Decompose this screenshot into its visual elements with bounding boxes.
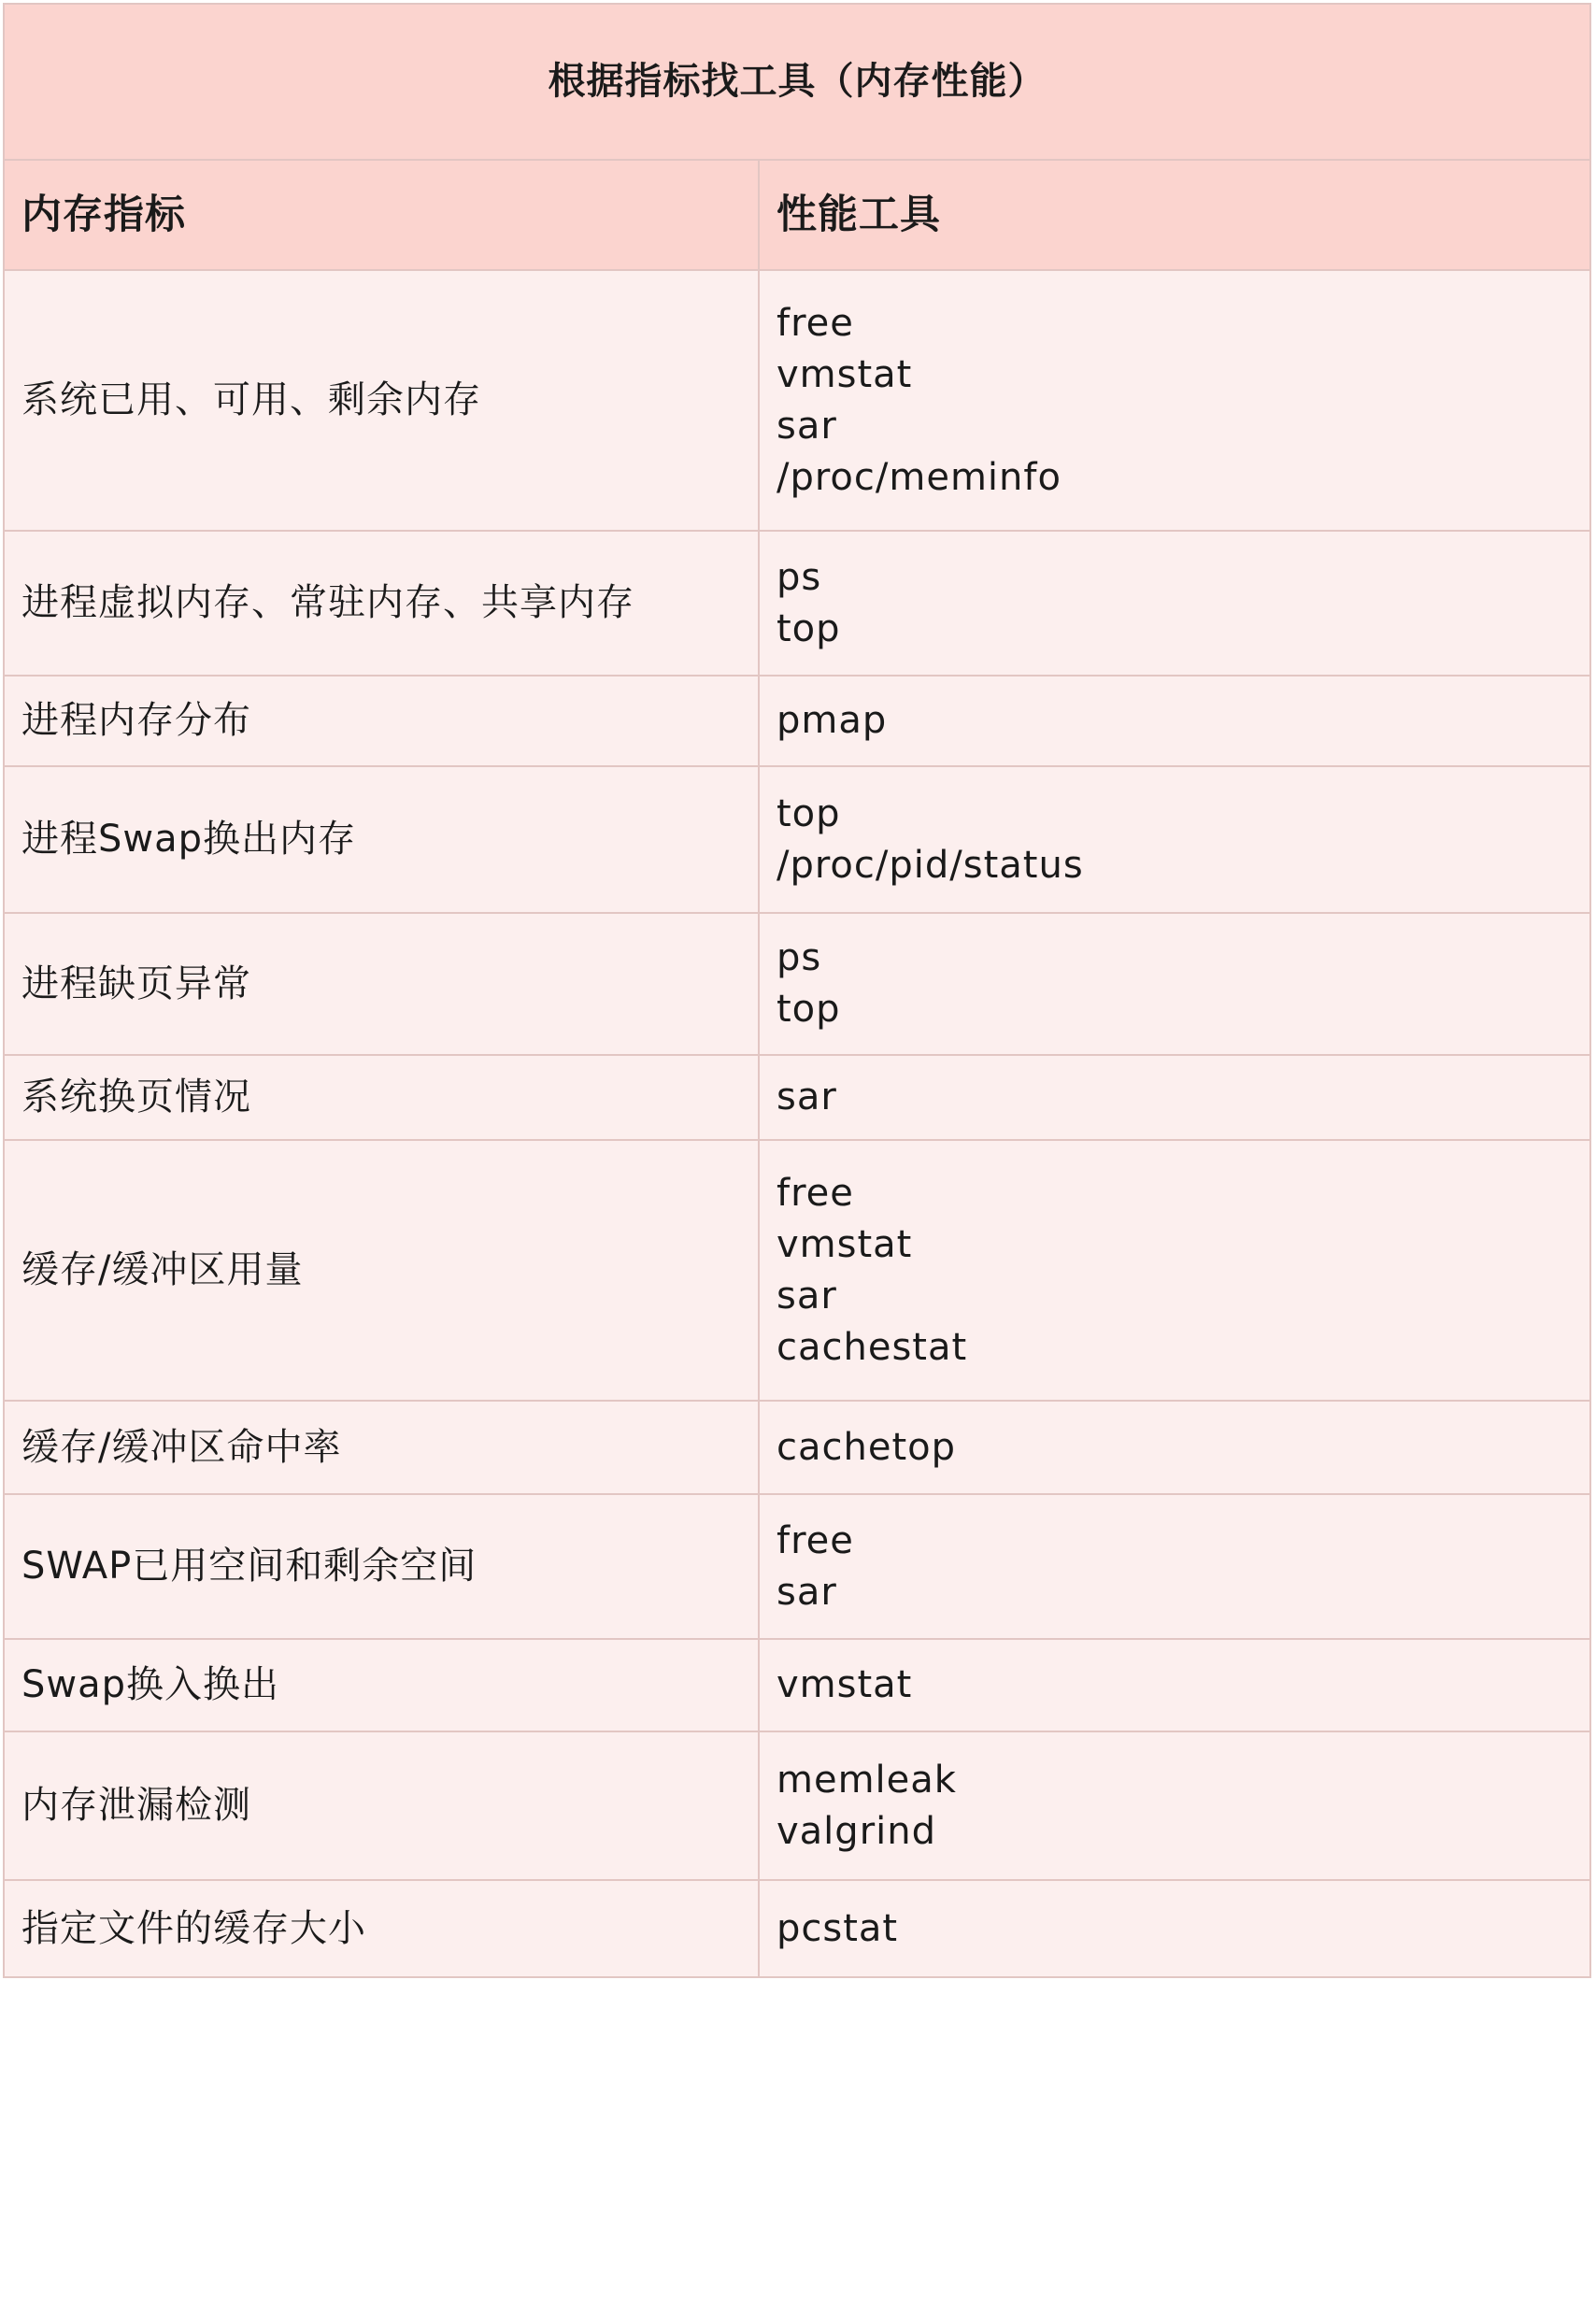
table-row <box>4 1639 1590 1731</box>
tool-name: ps <box>777 936 822 979</box>
tools-cell <box>759 1731 1590 1880</box>
metric-text: Swap换入换出 <box>21 1663 280 1706</box>
tools-cell <box>759 1401 1590 1494</box>
tool-name: /proc/pid/status <box>777 843 1084 887</box>
tool-name: free <box>777 1171 854 1215</box>
metric-cell <box>4 1639 759 1731</box>
tool-name: sar <box>777 1274 837 1318</box>
tool-name: sar <box>777 404 837 448</box>
table-row <box>4 1494 1590 1639</box>
metric-text: 内存泄漏检测 <box>21 1784 251 1827</box>
metric-cell <box>4 913 759 1055</box>
tools-cell <box>759 766 1590 913</box>
metric-cell <box>4 766 759 913</box>
metric-cell <box>4 1494 759 1639</box>
table-row <box>4 766 1590 913</box>
header-tools: 性能工具 <box>759 160 1590 270</box>
tool-name: free <box>777 1518 854 1562</box>
header-metric: 内存指标 <box>4 160 759 270</box>
metric-cell <box>4 1401 759 1494</box>
tool-name: sar <box>777 1570 837 1614</box>
table-row <box>4 1401 1590 1494</box>
tools-cell <box>759 270 1590 531</box>
metric-text: 指定文件的缓存大小 <box>21 1906 366 1950</box>
tool-name: top <box>777 606 841 650</box>
tool-name: cachestat <box>777 1325 968 1369</box>
tools-cell <box>759 1639 1590 1731</box>
tool-name: ps <box>777 555 822 599</box>
table-row <box>4 1880 1590 1977</box>
metric-text: 缓存/缓冲区用量 <box>21 1248 304 1291</box>
tool-name: cachetop <box>777 1425 957 1469</box>
table-row <box>4 913 1590 1055</box>
table-row <box>4 270 1590 531</box>
tool-name: valgrind <box>777 1809 936 1853</box>
tool-name: vmstat <box>777 1222 913 1266</box>
metric-text: 进程Swap换出内存 <box>21 818 357 861</box>
table-title: 根据指标找工具（内存性能） <box>4 4 1590 160</box>
title-row <box>4 4 1590 160</box>
table-row <box>4 531 1590 676</box>
metric-text: 进程缺页异常 <box>21 962 251 1005</box>
header-row <box>4 160 1590 270</box>
table-row <box>4 676 1590 766</box>
metric-cell <box>4 1140 759 1401</box>
metric-cell <box>4 1731 759 1880</box>
tool-name: pmap <box>777 699 888 742</box>
tool-name: memleak <box>777 1758 957 1802</box>
tool-name: /proc/meminfo <box>777 455 1062 499</box>
tool-name: top <box>777 988 841 1031</box>
tools-cell <box>759 1880 1590 1977</box>
metric-text: 系统已用、可用、剩余内存 <box>21 378 481 421</box>
table-row <box>4 1731 1590 1880</box>
tool-name: pcstat <box>777 1906 899 1950</box>
metric-text: 系统换页情况 <box>21 1076 251 1118</box>
metric-cell <box>4 676 759 766</box>
tools-cell <box>759 1055 1590 1140</box>
table-row <box>4 1140 1590 1401</box>
metric-text: SWAP已用空间和剩余空间 <box>21 1545 477 1588</box>
tools-cell <box>759 1494 1590 1639</box>
metric-text: 进程内存分布 <box>21 699 251 742</box>
table-row <box>4 1055 1590 1140</box>
metric-text: 进程虚拟内存、常驻内存、共享内存 <box>21 581 634 624</box>
tool-name: sar <box>777 1076 837 1118</box>
tools-cell <box>759 531 1590 676</box>
metric-text: 缓存/缓冲区命中率 <box>21 1425 342 1469</box>
metric-cell <box>4 1055 759 1140</box>
metric-cell <box>4 1880 759 1977</box>
tools-cell <box>759 913 1590 1055</box>
tool-name: free <box>777 301 854 345</box>
tool-name: vmstat <box>777 1663 913 1706</box>
metric-cell <box>4 270 759 531</box>
tool-name: vmstat <box>777 352 913 396</box>
memory-tools-table <box>3 3 1591 1978</box>
tools-cell <box>759 1140 1590 1401</box>
metric-cell <box>4 531 759 676</box>
tool-name: top <box>777 791 841 835</box>
tools-cell <box>759 676 1590 766</box>
table-body <box>4 4 1590 1977</box>
